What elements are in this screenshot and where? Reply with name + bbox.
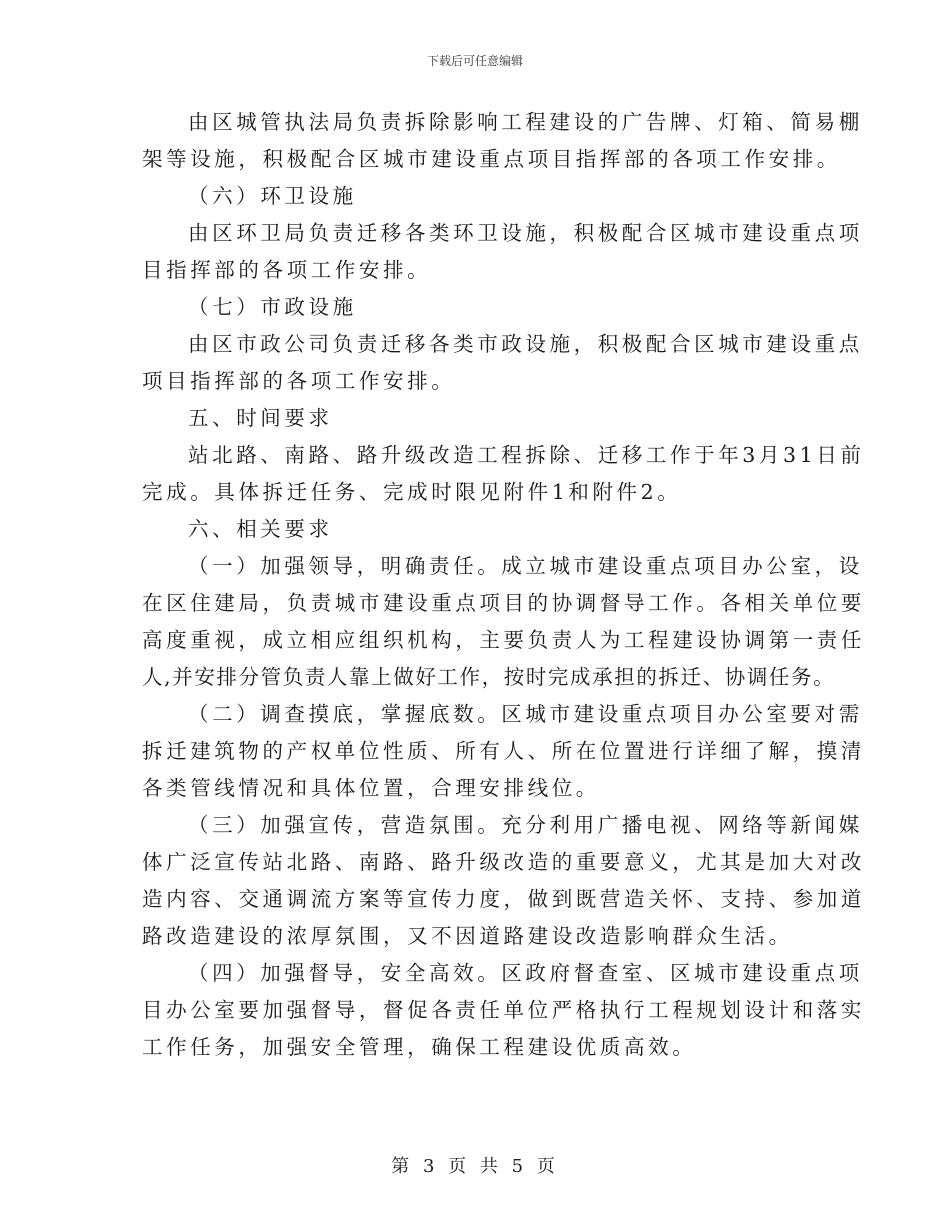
paragraph-line: （二）调查摸底，掌握底数。区城市建设重点项目办公室要对需 bbox=[188, 702, 863, 726]
page-footer: 第 3 页 共 5 页 bbox=[391, 1156, 559, 1177]
paragraph-line: 完成。具体拆迁任务、完成时限见附件1和附件2。 bbox=[142, 480, 682, 504]
paragraph-line: 由区城管执法局负责拆除影响工程建设的广告牌、灯箱、简易棚 bbox=[188, 110, 863, 134]
paragraph-line: 拆迁建筑物的产权单位性质、所有人、所在位置进行详细了解，摸清 bbox=[142, 739, 865, 763]
paragraph-line: 工作任务，加强安全管理，确保工程建设优质高效。 bbox=[142, 1035, 697, 1059]
paragraph-line: 路改造建设的浓厚氛围，又不因道路建设改造影响群众生活。 bbox=[142, 924, 793, 948]
paragraph-line: 造内容、交通调流方案等宣传力度，做到既营造关怀、支持、参加道 bbox=[142, 887, 865, 911]
paragraph-line: 由区环卫局负责迁移各类环卫设施，积极配合区城市建设重点项 bbox=[188, 221, 863, 245]
paragraph-line: （一）加强领导，明确责任。成立城市建设重点项目办公室，设 bbox=[188, 554, 863, 578]
paragraph-line: 各类管线情况和具体位置，合理安排线位。 bbox=[142, 776, 600, 800]
section-heading: （六）环卫设施 bbox=[188, 184, 357, 208]
paragraph-line: 站北路、南路、路升级改造工程拆除、迁移工作于年3月31日前 bbox=[188, 443, 865, 467]
paragraph-line: 目办公室要加强督导，督促各责任单位严格执行工程规划设计和落实 bbox=[142, 998, 865, 1022]
page-header: 下载后可任意编辑 bbox=[426, 54, 523, 68]
section-heading: 五、时间要求 bbox=[188, 406, 333, 430]
paragraph-line: （四）加强督导，安全高效。区政府督查室、区城市建设重点项 bbox=[188, 961, 863, 985]
paragraph-line: 由区市政公司负责迁移各类市政设施，积极配合区城市建设重点 bbox=[188, 332, 863, 356]
paragraph-line: 人,并安排分管负责人靠上做好工作，按时完成承担的拆迁、协调任务。 bbox=[142, 665, 836, 689]
body-text bbox=[142, 104, 865, 1066]
paragraph-line: 目指挥部的各项工作安排。 bbox=[142, 258, 432, 282]
paragraph-line: 在区住建局，负责城市建设重点项目的协调督导工作。各相关单位要 bbox=[142, 591, 865, 615]
section-heading: 六、相关要求 bbox=[188, 517, 333, 541]
paragraph-line: 架等设施，积极配合区城市建设重点项目指挥部的各项工作安排。 bbox=[142, 147, 841, 171]
paragraph-line: 高度重视，成立相应组织机构，主要负责人为工程建设协调第一责任 bbox=[142, 628, 865, 652]
section-heading: （七）市政设施 bbox=[188, 295, 357, 319]
paragraph-line: 体广泛宣传站北路、南路、路升级改造的重要意义，尤其是加大对改 bbox=[142, 850, 865, 874]
paragraph-line: （三）加强宣传，营造氛围。充分利用广播电视、网络等新闻媒 bbox=[188, 813, 863, 837]
paragraph-line: 项目指挥部的各项工作安排。 bbox=[142, 369, 456, 393]
